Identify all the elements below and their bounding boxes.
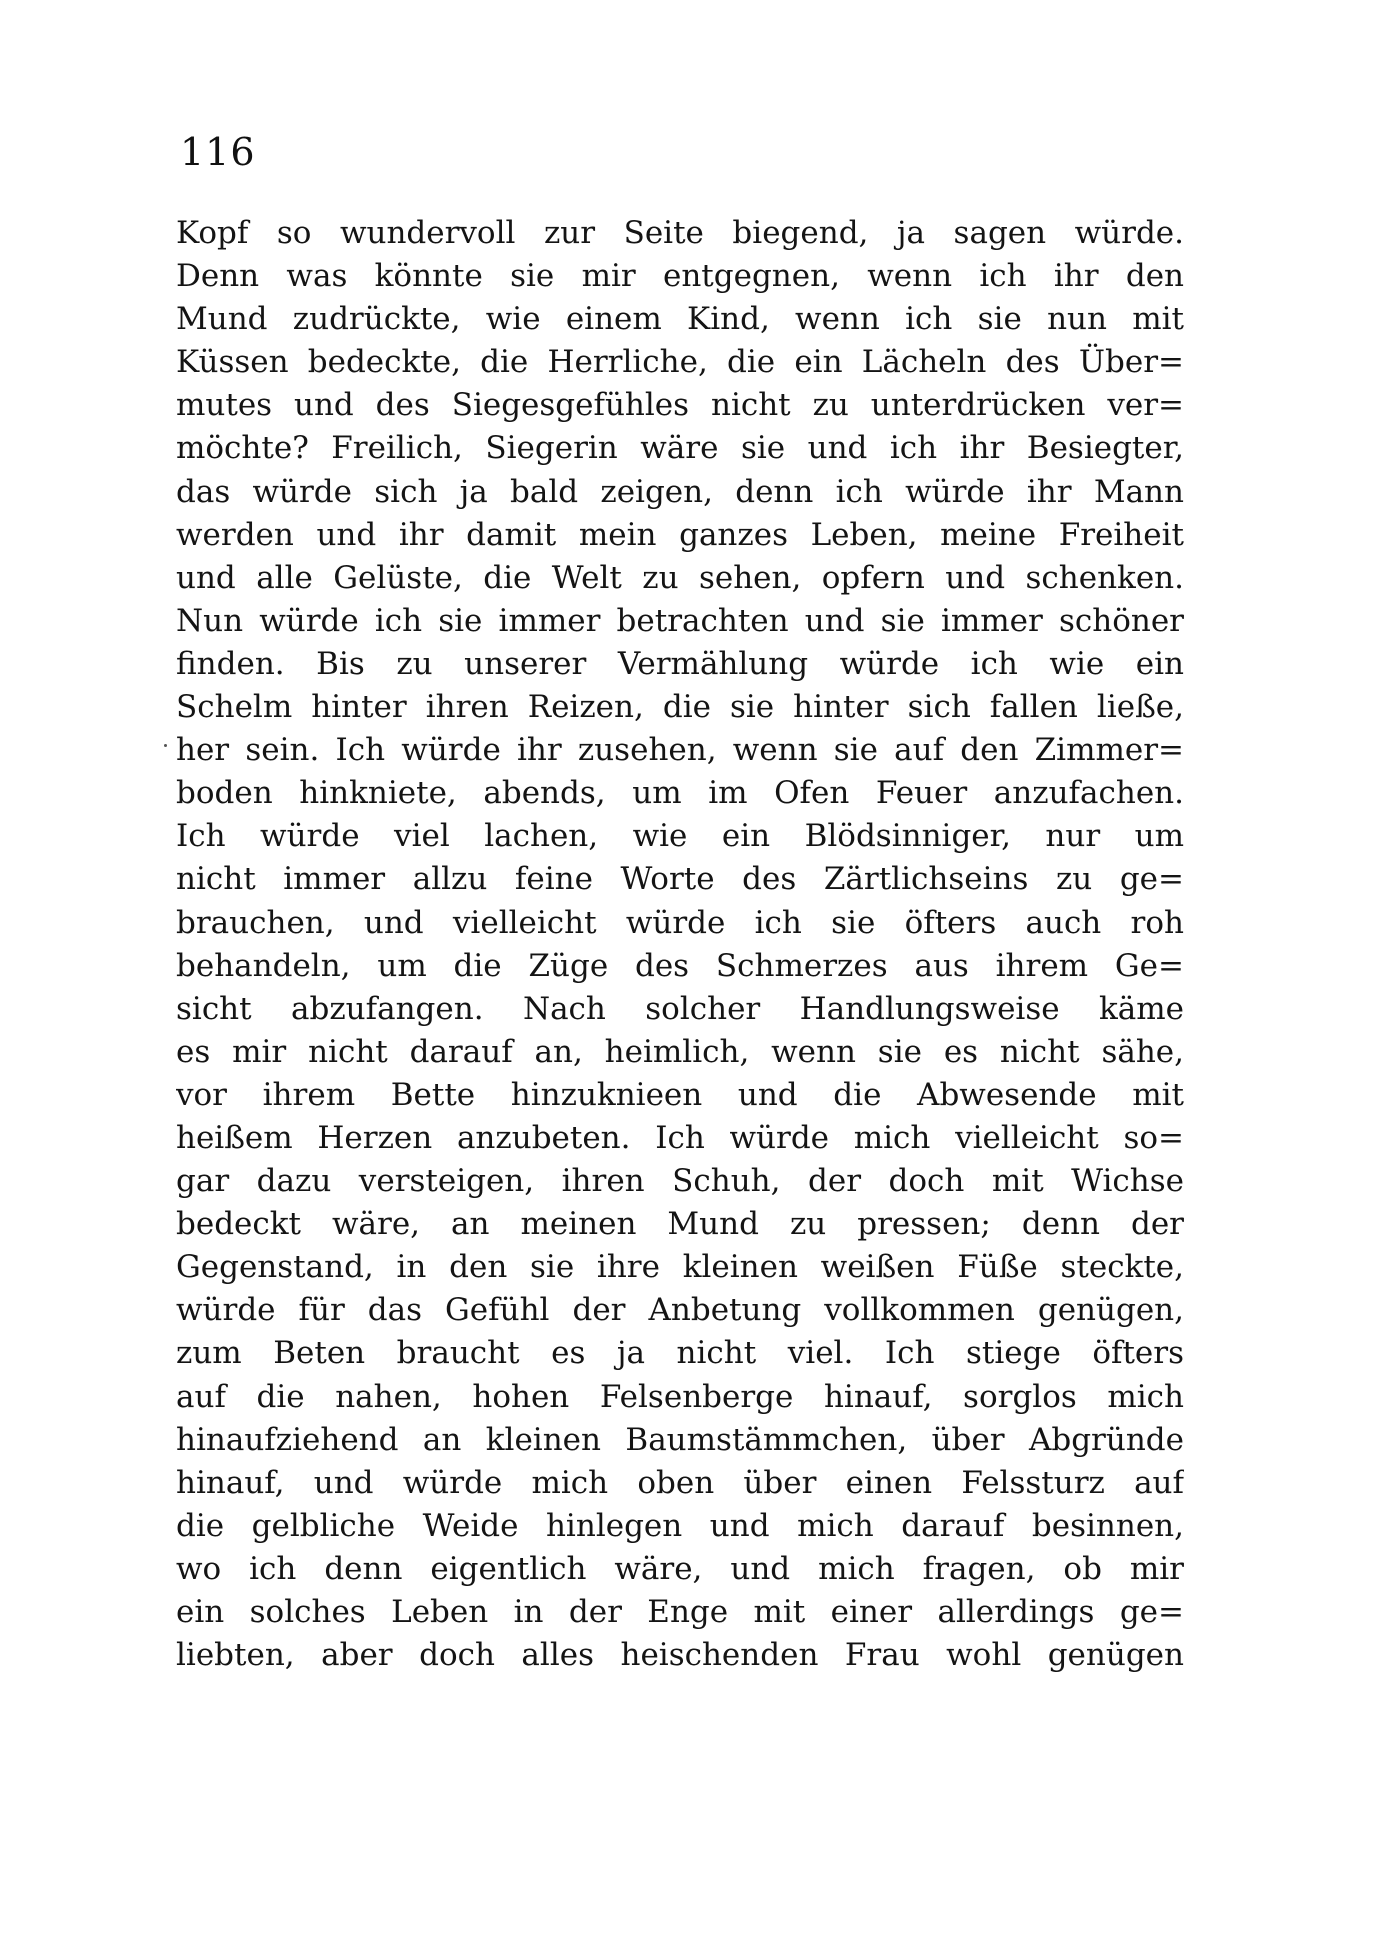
text-line: Kopf so wundervoll zur Seite biegend, ja sagen würde.	[176, 215, 1184, 251]
text-line: brauchen, und vielleicht würde ich sie öfters auch roh	[176, 904, 1184, 941]
text-line: die gelbliche Weide hinlegen und mich darauf besinnen,	[176, 1507, 1184, 1544]
text-line: bedeckt wäre, an meinen Mund zu pressen; denn der	[176, 1206, 1184, 1243]
page-number: 116	[180, 130, 256, 174]
text-line: hinauf, und würde mich oben über einen Felssturz auf	[176, 1464, 1184, 1501]
text-line: boden hinkniete, abends, um im Ofen Feuer anzufachen.	[176, 775, 1184, 812]
text-line: würde für das Gefühl der Anbetung vollkommen genügen,	[176, 1292, 1184, 1329]
text-line: das würde sich ja bald zeigen, denn ich würde ihr Mann	[176, 473, 1184, 510]
text-line: hinaufziehend an kleinen Baumstämmchen, über Abgründe	[176, 1421, 1184, 1458]
text-line: werden und ihr damit mein ganzes Leben, meine Freiheit	[176, 516, 1184, 553]
text-line: Ich würde viel lachen, wie ein Blödsinniger, nur um	[176, 818, 1184, 855]
text-line: Schelm hinter ihren Reizen, die sie hinter sich fallen ließe,	[176, 689, 1184, 726]
text-line: her sein. Ich würde ihr zusehen, wenn sie auf den Zimmer=	[176, 732, 1184, 769]
text-line: zum Beten braucht es ja nicht viel. Ich stiege öfters	[176, 1335, 1184, 1372]
print-speck	[164, 744, 167, 747]
text-line: nicht immer allzu feine Worte des Zärtlichseins zu ge=	[176, 861, 1184, 898]
text-line: und alle Gelüste, die Welt zu sehen, opfern und schenken.	[176, 559, 1184, 596]
text-line: auf die nahen, hohen Felsenberge hinauf, sorglos mich	[176, 1378, 1184, 1415]
body-text	[176, 212, 1184, 1677]
text-line: wo ich denn eigentlich wäre, und mich fragen, ob mir	[176, 1550, 1184, 1587]
text-line: gar dazu versteigen, ihren Schuh, der doch mit Wichse	[176, 1163, 1184, 1200]
text-line: Mund zudrückte, wie einem Kind, wenn ich sie nun mit	[176, 301, 1184, 338]
text-line: es mir nicht darauf an, heimlich, wenn sie es nicht sähe,	[176, 1033, 1184, 1070]
text-line: finden. Bis zu unserer Vermählung würde ich wie ein	[176, 645, 1184, 682]
text-line: möchte? Freilich, Siegerin wäre sie und ich ihr Besiegter,	[176, 430, 1184, 467]
text-line: Nun würde ich sie immer betrachten und sie immer schöner	[176, 602, 1184, 639]
text-line: mutes und des Siegesgefühles nicht zu unterdrücken ver=	[176, 387, 1184, 424]
text-line: vor ihrem Bette hinzuknieen und die Abwesende mit	[176, 1076, 1184, 1113]
text-line: liebten, aber doch alles heischenden Frau wohl genügen	[176, 1637, 1184, 1674]
text-line: sicht abzufangen. Nach solcher Handlungsweise käme	[176, 990, 1184, 1027]
text-line: Gegenstand, in den sie ihre kleinen weißen Füße steckte,	[176, 1249, 1184, 1286]
text-line: Küssen bedeckte, die Herrliche, die ein Lächeln des Über=	[176, 344, 1184, 381]
text-line: Denn was könnte sie mir entgegnen, wenn ich ihr den	[176, 258, 1184, 295]
text-line: ein solches Leben in der Enge mit einer allerdings ge=	[176, 1594, 1184, 1630]
text-line: behandeln, um die Züge des Schmerzes aus ihrem Ge=	[176, 947, 1184, 984]
text-line: heißem Herzen anzubeten. Ich würde mich vielleicht so=	[176, 1119, 1184, 1156]
